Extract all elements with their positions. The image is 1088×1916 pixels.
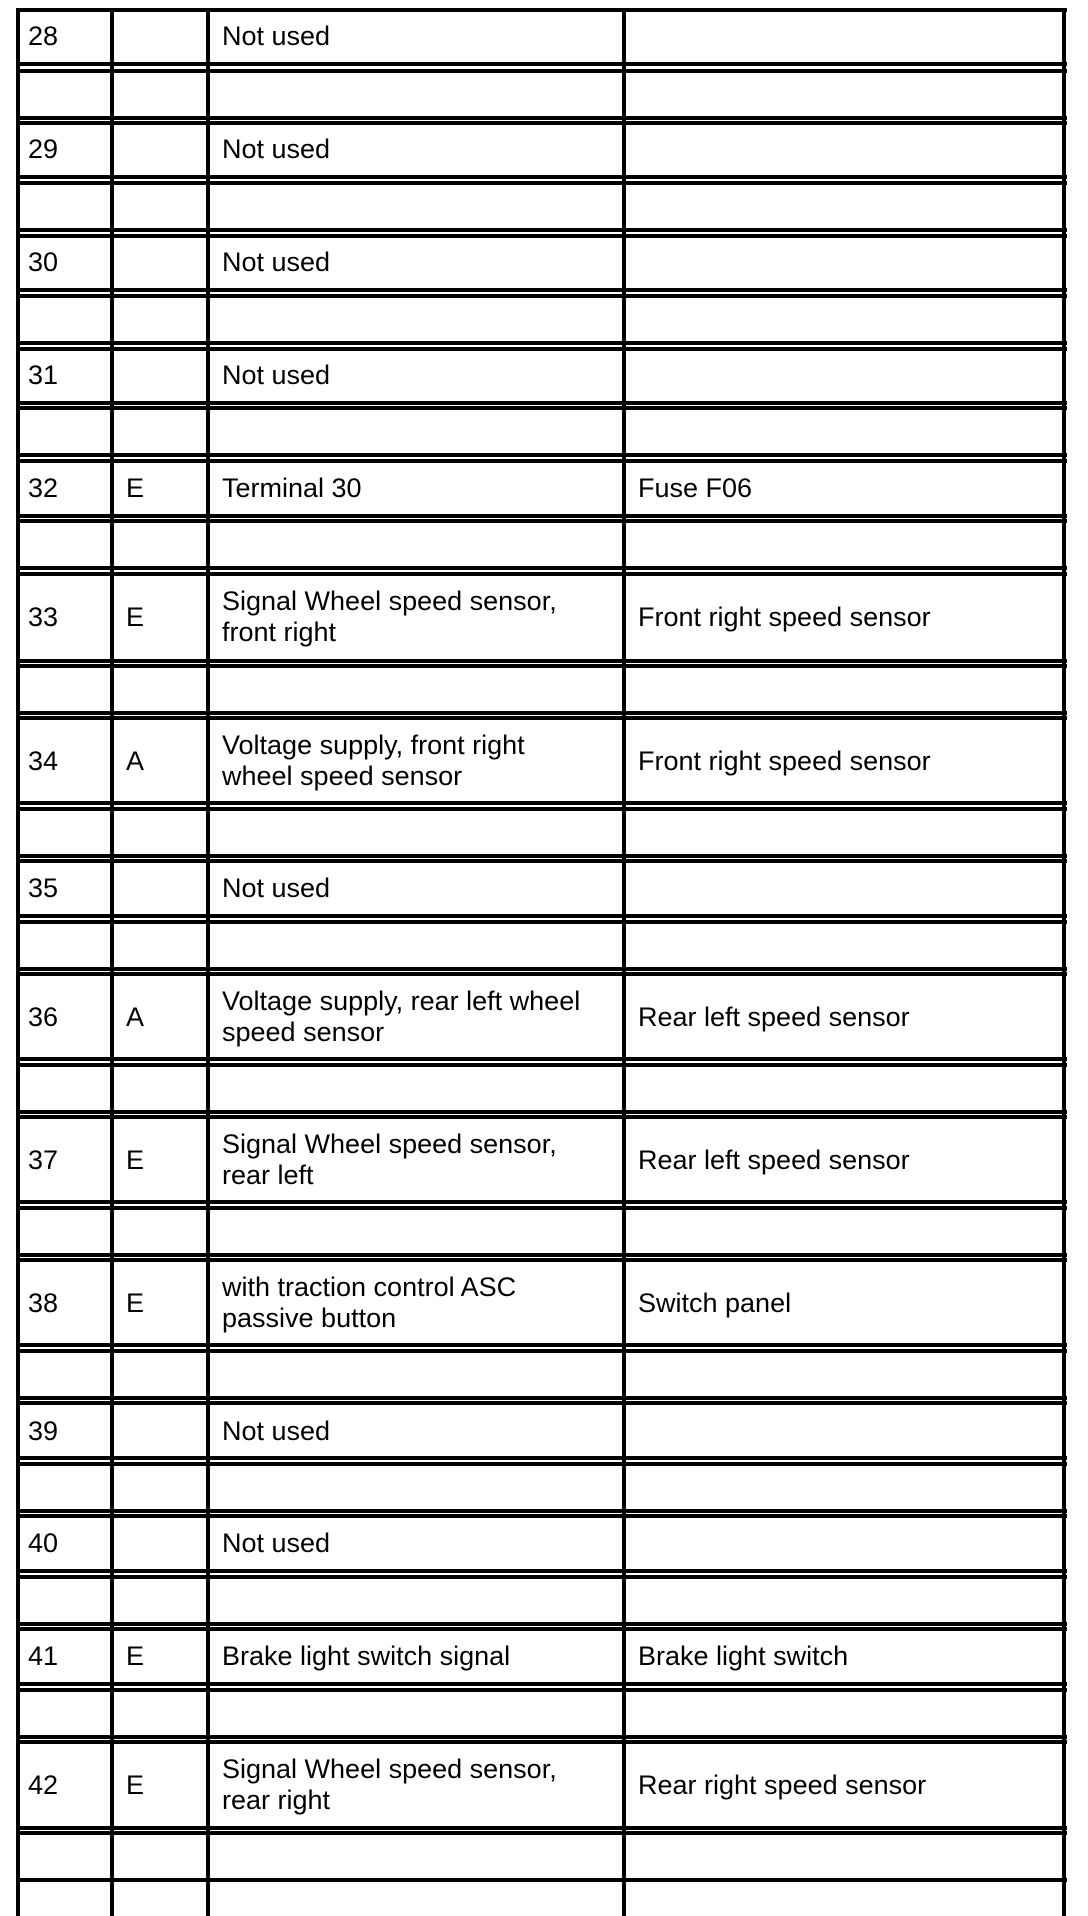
signal-type: E bbox=[126, 472, 145, 503]
row-divider bbox=[16, 1462, 1067, 1466]
pin-description: Not used bbox=[222, 20, 331, 51]
row-divider bbox=[16, 1206, 1067, 1210]
pin-description: Signal Wheel speed sensor, rear right bbox=[222, 1754, 557, 1815]
signal-type bbox=[126, 1517, 206, 1569]
row-divider bbox=[16, 341, 1067, 345]
row-divider bbox=[16, 181, 1067, 185]
pin-connection: Brake light switch bbox=[638, 1640, 849, 1671]
row-divider bbox=[16, 514, 1067, 518]
pin-number: 29 bbox=[28, 133, 59, 164]
pin-connection: Fuse F06 bbox=[638, 472, 753, 503]
row-divider bbox=[16, 1622, 1067, 1626]
row-divider bbox=[16, 62, 1067, 66]
row-divider bbox=[16, 1682, 1067, 1686]
pin-description: Signal Wheel speed sensor, rear left bbox=[222, 1129, 557, 1190]
signal-type bbox=[126, 236, 206, 288]
pin-number: 33 bbox=[28, 601, 59, 632]
pin-connection bbox=[638, 1517, 1058, 1569]
row-divider bbox=[16, 1253, 1067, 1257]
column-divider bbox=[16, 8, 20, 1916]
signal-type: A bbox=[126, 1001, 145, 1032]
pin-number: 38 bbox=[28, 1287, 59, 1318]
pin-number: 34 bbox=[28, 745, 59, 776]
row-divider bbox=[16, 401, 1067, 405]
row-divider bbox=[16, 1569, 1067, 1573]
row-divider bbox=[16, 1735, 1067, 1739]
pin-description: Terminal 30 bbox=[222, 472, 362, 503]
row-divider bbox=[16, 294, 1067, 298]
pin-connection bbox=[638, 349, 1058, 401]
row-divider bbox=[16, 1688, 1067, 1692]
signal-type: E bbox=[126, 601, 145, 632]
column-divider bbox=[1062, 8, 1066, 1916]
pin-number: 41 bbox=[28, 1640, 59, 1671]
pin-connection bbox=[638, 1405, 1058, 1457]
pin-connection: Rear left speed sensor bbox=[638, 1144, 910, 1175]
pin-description: Not used bbox=[222, 1527, 331, 1558]
column-divider bbox=[622, 8, 626, 1916]
row-divider bbox=[16, 920, 1067, 924]
signal-type bbox=[126, 862, 206, 914]
row-divider bbox=[16, 566, 1067, 570]
signal-type bbox=[126, 123, 206, 175]
pin-number: 30 bbox=[28, 246, 59, 277]
pin-number: 36 bbox=[28, 1001, 59, 1032]
row-divider bbox=[16, 228, 1067, 232]
pin-number: 31 bbox=[28, 359, 59, 390]
pin-number: 40 bbox=[28, 1527, 59, 1558]
row-divider bbox=[16, 1878, 1067, 1882]
row-divider bbox=[16, 854, 1067, 858]
row-divider bbox=[16, 967, 1067, 971]
pin-description: Not used bbox=[222, 133, 331, 164]
signal-type: E bbox=[126, 1287, 145, 1318]
pin-number: 32 bbox=[28, 472, 59, 503]
row-divider bbox=[16, 453, 1067, 457]
pin-number: 35 bbox=[28, 872, 59, 903]
signal-type bbox=[126, 349, 206, 401]
pin-connection: Front right speed sensor bbox=[638, 601, 931, 632]
pin-connection: Rear right speed sensor bbox=[638, 1769, 927, 1800]
row-divider bbox=[16, 69, 1067, 73]
pin-number: 28 bbox=[28, 20, 59, 51]
pin-description: Voltage supply, front right wheel speed sensor bbox=[222, 730, 525, 791]
signal-type: E bbox=[126, 1144, 145, 1175]
row-divider bbox=[16, 1509, 1067, 1513]
row-divider bbox=[16, 116, 1067, 120]
column-divider bbox=[110, 8, 114, 1916]
row-divider bbox=[16, 288, 1067, 292]
signal-type: E bbox=[126, 1640, 145, 1671]
pin-description: Not used bbox=[222, 359, 331, 390]
row-divider bbox=[16, 664, 1067, 668]
pin-description: with traction control ASC passive button bbox=[222, 1272, 517, 1333]
pin-connection: Front right speed sensor bbox=[638, 745, 931, 776]
pin-description: Not used bbox=[222, 872, 331, 903]
column-divider bbox=[206, 8, 210, 1916]
row-divider bbox=[16, 711, 1067, 715]
signal-type: E bbox=[126, 1769, 145, 1800]
pin-number: 39 bbox=[28, 1415, 59, 1446]
pin-connection bbox=[638, 236, 1058, 288]
pin-description: Brake light switch signal bbox=[222, 1640, 511, 1671]
signal-type bbox=[126, 1405, 206, 1457]
row-divider bbox=[16, 807, 1067, 811]
pin-description: Not used bbox=[222, 1415, 331, 1446]
row-divider bbox=[16, 1396, 1067, 1400]
row-divider bbox=[16, 1110, 1067, 1114]
row-divider bbox=[16, 175, 1067, 179]
pin-description: Signal Wheel speed sensor, front right bbox=[222, 586, 557, 647]
pin-connection: Rear left speed sensor bbox=[638, 1001, 910, 1032]
row-divider bbox=[16, 1063, 1067, 1067]
row-divider bbox=[16, 659, 1067, 663]
pin-connection bbox=[638, 862, 1058, 914]
pin-connection bbox=[638, 123, 1058, 175]
pin-number: 42 bbox=[28, 1769, 59, 1800]
pin-number: 37 bbox=[28, 1144, 59, 1175]
pin-description: Voltage supply, rear left wheel speed sensor bbox=[222, 986, 581, 1047]
row-divider bbox=[16, 1575, 1067, 1579]
signal-type: A bbox=[126, 745, 145, 776]
pin-connection: Switch panel bbox=[638, 1287, 792, 1318]
signal-type bbox=[126, 10, 206, 62]
row-divider bbox=[16, 1349, 1067, 1353]
row-divider bbox=[16, 1831, 1067, 1835]
pin-description: Not used bbox=[222, 246, 331, 277]
row-divider bbox=[16, 406, 1067, 410]
row-divider bbox=[16, 914, 1067, 918]
pin-connection bbox=[638, 10, 1058, 62]
row-divider bbox=[16, 519, 1067, 523]
